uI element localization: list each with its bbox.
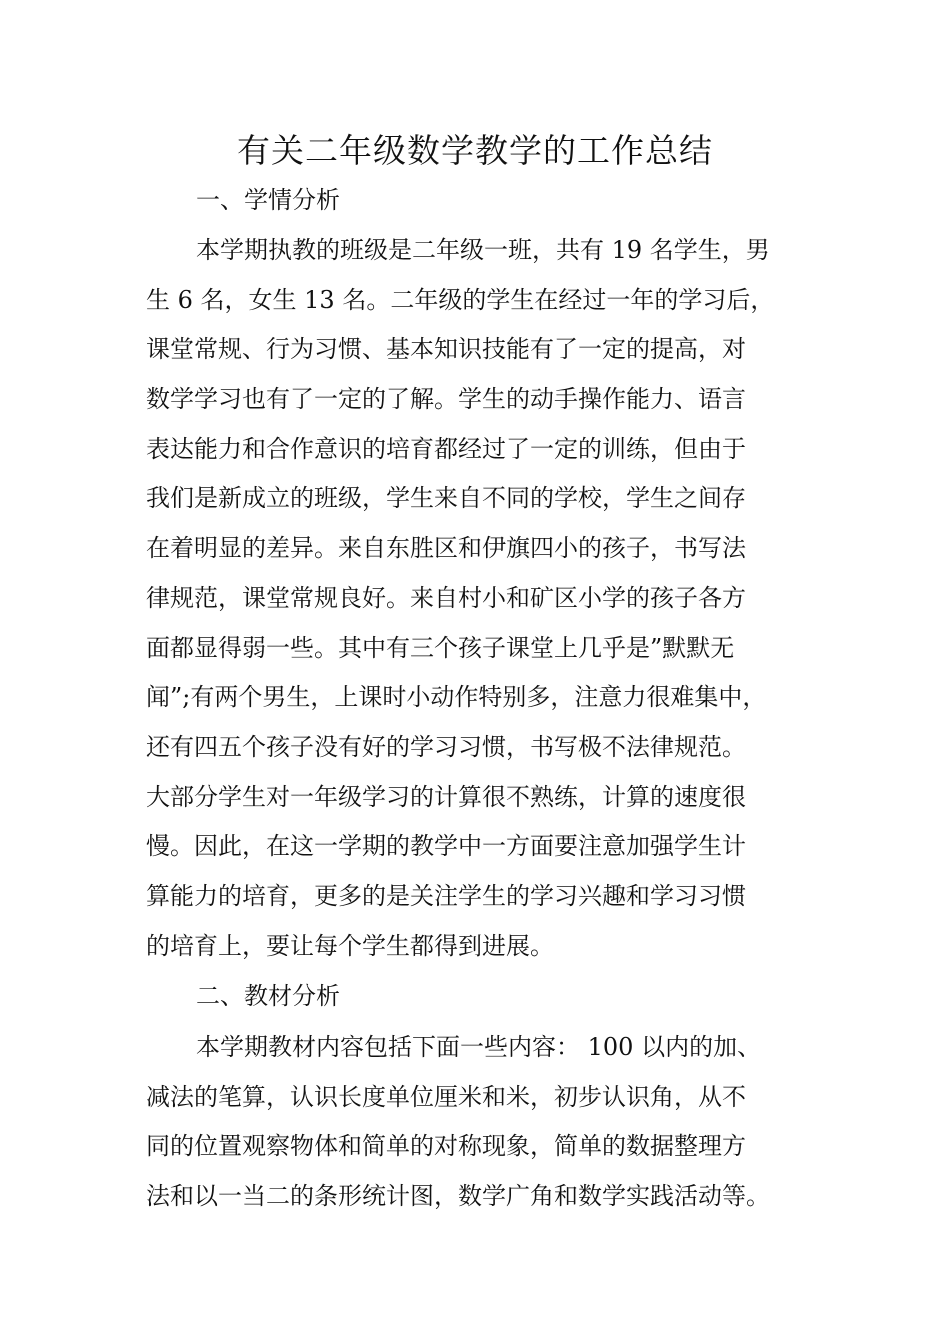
paragraph-line: 面都显得弱一些。其中有三个孩子课堂上几乎是”默默无 (146, 633, 735, 662)
paragraph-line: 慢。因此，在这一学期的教学中一方面要注意加强学生计 (146, 832, 746, 861)
paragraph-line: 闻”;有两个男生，上课时小动作特别多，注意力很难集中， (146, 683, 767, 712)
paragraph-line: 减法的笔算，认识长度单位厘米和米，初步认识角，从不 (146, 1082, 746, 1111)
paragraph-line: 我们是新成立的班级，学生来自不同的学校，学生之间存 (146, 484, 746, 513)
paragraph-line: 还有四五个孩子没有好的学习习惯，书写极不法律规范。 (146, 732, 746, 761)
paragraph-line: 生 6 名，女生 13 名。二年级的学生在经过一年的学习后， (146, 285, 775, 314)
paragraph-line: 法和以一当二的条形统计图，数学广角和数学实践活动等。 (146, 1182, 770, 1211)
paragraph-line: 同的位置观察物体和简单的对称现象，简单的数据整理方 (146, 1132, 746, 1161)
section-heading-1: 一、学情分析 (196, 186, 340, 214)
paragraph-line: 表达能力和合作意识的培育都经过了一定的训练，但由于 (146, 434, 746, 463)
paragraph-line: 在着明显的差异。来自东胜区和伊旗四小的孩子，书写法 (146, 534, 746, 563)
section-heading-2: 二、教材分析 (196, 982, 340, 1010)
paragraph-line: 数学学习也有了一定的了解。学生的动手操作能力、语言 (146, 385, 746, 414)
paragraph-line: 大部分学生对一年级学习的计算很不熟练，计算的速度很 (146, 782, 746, 811)
document-title: 有关二年级数学教学的工作总结 (237, 131, 713, 170)
paragraph-line: 算能力的培育，更多的是关注学生的学习兴趣和学习习惯 (146, 881, 746, 910)
paragraph-line: 律规范，课堂常规良好。来自村小和矿区小学的孩子各方 (146, 583, 746, 612)
section-2-paragraph (146, 1032, 826, 1231)
paragraph-line: 本学期教材内容包括下面一些内容： 100 以内的加、 (196, 1033, 762, 1061)
paragraph-line: 课堂常规、行为习惯、基本知识技能有了一定的提高，对 (146, 335, 746, 364)
paragraph-line: 的培育上，要让每个学生都得到进展。 (146, 931, 554, 960)
paragraph-line: 本学期执教的班级是二年级一班，共有 19 名学生，男 (196, 236, 770, 264)
section-1-paragraph (146, 235, 826, 980)
